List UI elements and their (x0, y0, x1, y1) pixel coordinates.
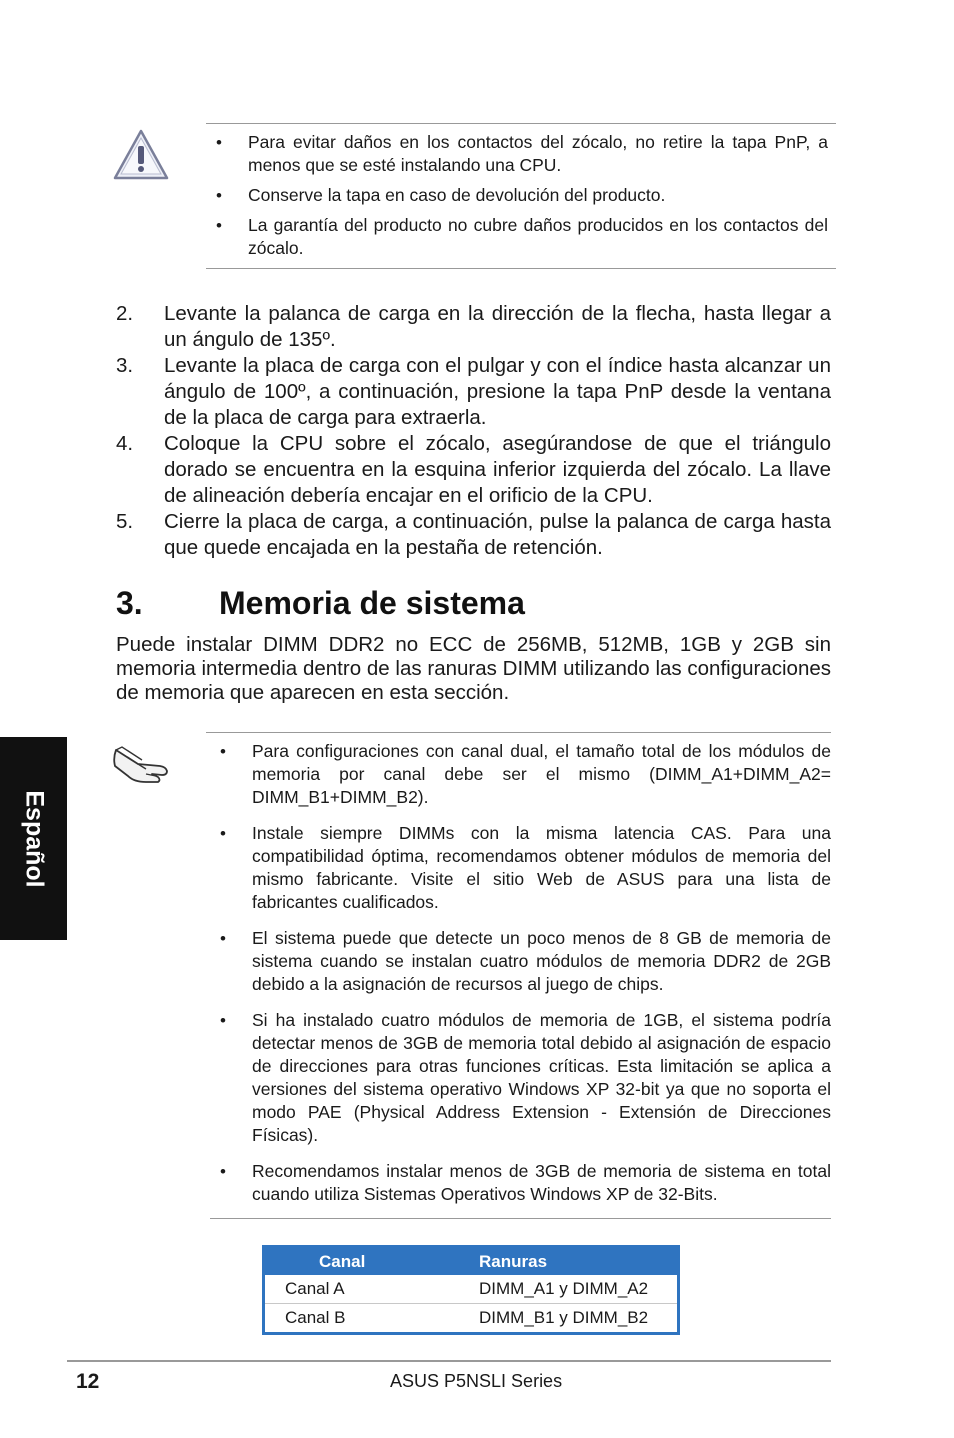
memory-note-top-rule (206, 732, 831, 733)
memory-note-item: • Recomendamos instalar menos de 3GB de memoria de sistema en total cuando utiliza Sistemas Operativos Windows XP de 32-Bits. (210, 1160, 831, 1206)
channel-table-grid (265, 1248, 677, 1332)
memory-note-item: • Instale siempre DIMMs con la misma latencia CAS. Para una compatibilidad óptima, recomendamos obtener módulos de memoria del mismo fabricante. Visite el sitio Web de ASUS para una lista de fabricantes cualificados. (210, 822, 831, 914)
step-text: Cierre la placa de carga, a continuación, pulse la palanca de carga hasta que quede encajada en la pestaña de retención. (164, 510, 831, 559)
caution-icon-wrap (112, 126, 170, 184)
memory-note-list (210, 740, 831, 1206)
section-title: Memoria de sistema (219, 585, 525, 621)
footer-product-name: ASUS P5NSLI Series (390, 1371, 563, 1391)
page-number: 12 (76, 1370, 100, 1393)
step-text: Levante la placa de carga con el pulgar y con el índice hasta alcanzar un ángulo de 100º, a continuación, presione la tapa PnP desde la ventana de la placa de carga para extraerla. (164, 354, 831, 429)
channel-table (262, 1245, 680, 1335)
table-header-row (265, 1248, 677, 1275)
caution-note-item: • Para evitar daños en los contactos del zócalo, no retire la tapa PnP, a menos que se esté instalando una CPU. (206, 131, 828, 177)
table-cell: DIMM_A1 y DIMM_A2 (479, 1279, 649, 1298)
step-item (116, 431, 831, 509)
step-number: 5. (116, 510, 134, 533)
caution-note-top-rule (206, 123, 836, 124)
section-number: 3. (116, 585, 143, 621)
section-intro: Puede instalar DIMM DDR2 no ECC de 256MB, 512MB, 1GB y 2GB sin memoria intermedia dentro de las ranuras DIMM utilizando las configuraciones de memoria que aparecen en esta sección. (116, 633, 831, 704)
section-heading (116, 585, 831, 622)
step-number: 2. (116, 302, 134, 325)
memory-note-item: • Para configuraciones con canal dual, el tamaño total de los módulos de memoria por canal debe ser el mismo (DIMM_A1+DIMM_A2= DIMM_B1+DIMM_B2). (210, 740, 831, 809)
step-text: Levante la palanca de carga en la dirección de la flecha, hasta llegar a un ángulo de 135º. (164, 302, 831, 351)
table-header-canal: Canal (265, 1248, 479, 1275)
table-header-ranuras: Ranuras (479, 1248, 677, 1275)
pointing-hand-icon (112, 742, 174, 786)
table-cell: Canal B (265, 1304, 479, 1333)
caution-note-item: • La garantía del producto no cubre daños producidos en los contactos del zócalo. (206, 214, 828, 260)
memory-note-item: • El sistema puede que detecte un poco menos de 8 GB de memoria de sistema cuando se instalan cuatro módulos de memoria DDR2 de 2GB debido a la asignación de recursos al juego de chips. (210, 927, 831, 996)
step-item (116, 509, 831, 561)
step-text: Coloque la CPU sobre el zócalo, asegúrandose de que el triángulo dorado se encuentra en la esquina inferior izquierda del zócalo. La llave de alineación debería encajar en el orificio de la CPU. (164, 432, 831, 507)
table-cell: DIMM_B1 y DIMM_B2 (479, 1304, 677, 1333)
memory-note-item: • Si ha instalado cuatro módulos de memoria de 1GB, el sistema podría detectar menos de 3GB de memoria total debido al asignación de espacio de direcciones para otras funciones críticas. Esta limitación se aplica a versiones del sistema operativo Windows XP 32-bit ya que no soporta el modo PAE (Physical Address Extension - Extensión de Direcciones Físicas). (210, 1009, 831, 1147)
language-tab-label: Español (20, 789, 48, 888)
caution-note-bottom-rule (206, 268, 836, 269)
table-row (265, 1304, 677, 1333)
step-number: 3. (116, 354, 134, 377)
step-number: 4. (116, 432, 134, 455)
language-side-tab (0, 737, 67, 940)
installation-steps (116, 301, 831, 561)
caution-note-list (206, 131, 828, 260)
warning-triangle-icon (112, 126, 170, 184)
table-row (265, 1275, 677, 1304)
step-item (116, 353, 831, 431)
step-item (116, 301, 831, 353)
caution-note-item: • Conserve la tapa en caso de devolución del producto. (206, 184, 828, 207)
memory-note-bottom-rule (210, 1218, 831, 1219)
hand-icon-wrap (112, 742, 174, 786)
footer-rule (67, 1360, 831, 1362)
table-cell: Canal A (285, 1279, 345, 1298)
